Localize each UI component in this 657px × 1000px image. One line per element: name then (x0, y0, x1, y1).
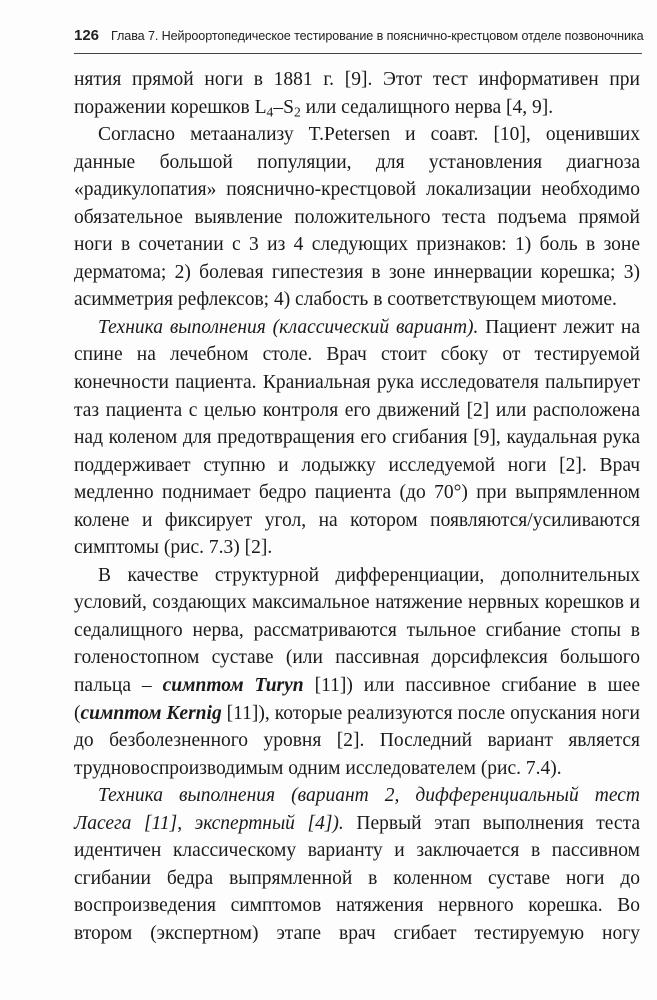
p5-text: Первый этап выполнения теста идентичен классическому варианту и заключается в пассивном сгибании бедра выпрямленной в коленном суставе ноги до воспроизведения симптомов натяжения нервного корешка. Во втором (экспертном) этапе врач сгибает тестируемую ногу (74, 812, 640, 944)
paragraph-4 (74, 562, 640, 782)
p1-text-c: или седалищного нерва [4, 9]. (300, 96, 554, 118)
paragraph-2: Согласно метаанализу T.Petersen и соавт. [10], оценивших данные большой популяции, для установления диагноза «радикулопатия» пояснично-крестцовой локализации необходимо обязательное выявление положительного теста подъема прямой ноги в сочетании с 3 из 4 следующих признаков: 1) боль в зоне дерматома; 2) болевая гипестезия в зоне иннервации корешка; 3) асимметрия рефлексов; 4) слабость в соответствующем миотоме. (74, 124, 640, 311)
page-number: 126 (74, 27, 100, 44)
p1-sub-1: 4 (266, 103, 274, 119)
running-header (74, 27, 644, 49)
body-text (74, 66, 640, 948)
header-rule (74, 53, 642, 54)
symptom-kernig: симптом Kernig (80, 702, 222, 724)
p3-italic-lead: Техника выполнения (классический вариант). (98, 316, 479, 338)
p5-italic-lead: Техника выполнения (вариант 2, дифференциальный тест Ласега [11], экспертный [4]). (74, 785, 640, 834)
paragraph-3 (74, 314, 640, 562)
paragraph-5 (74, 782, 640, 947)
p1-text-a: нятия прямой ноги в 1881 г. [9]. Этот тест информативен при поражении корешков L (74, 69, 640, 118)
chapter-title: Глава 7. Нейроортопедическое тестирование в пояснично-крестцовом отделе позвоночника (111, 29, 644, 43)
p4-text-a: В качестве структурной дифференциации, дополнительных условий, создающих максимальное натяжение нервных корешков и седалищного нерва, рассматриваются тыльное сгибание стопы в голеностопном суставе (или пассивная дорсифлексия большого пальца – (74, 564, 640, 697)
symptom-turyn: симптом Turyn (162, 675, 304, 697)
paragraph-1 (74, 66, 640, 121)
p4-text-c: [11]), которые реализуются после опускания ноги до безболезненного уровня [2]. Последний вариант является трудновоспроизводимым одним исследователем (рис. 7.4). (74, 702, 640, 779)
p4-text-b: [11]) или пассивное сгибание в шее ( (74, 675, 640, 724)
p3-text: Пациент лежит на спине на лечебном столе. Врач стоит сбоку от тестируемой конечности пациента. Краниальная рука исследователя пальпирует таз пациента с целью контроля его движений [2] или расположена над коленом для предотвращения его сгибания [9], каудальная рука поддерживает ступню и лодыжку исследуемой ноги [2]. Врач медленно поднимает бедро пациента (до 70°) при выпрямленном колене и фиксирует угол, на котором появляются/усиливаются симптомы (рис. 7.3) [2]. (74, 316, 640, 559)
p1-text-b: –S (273, 96, 294, 118)
p1-sub-2: 2 (293, 103, 301, 119)
